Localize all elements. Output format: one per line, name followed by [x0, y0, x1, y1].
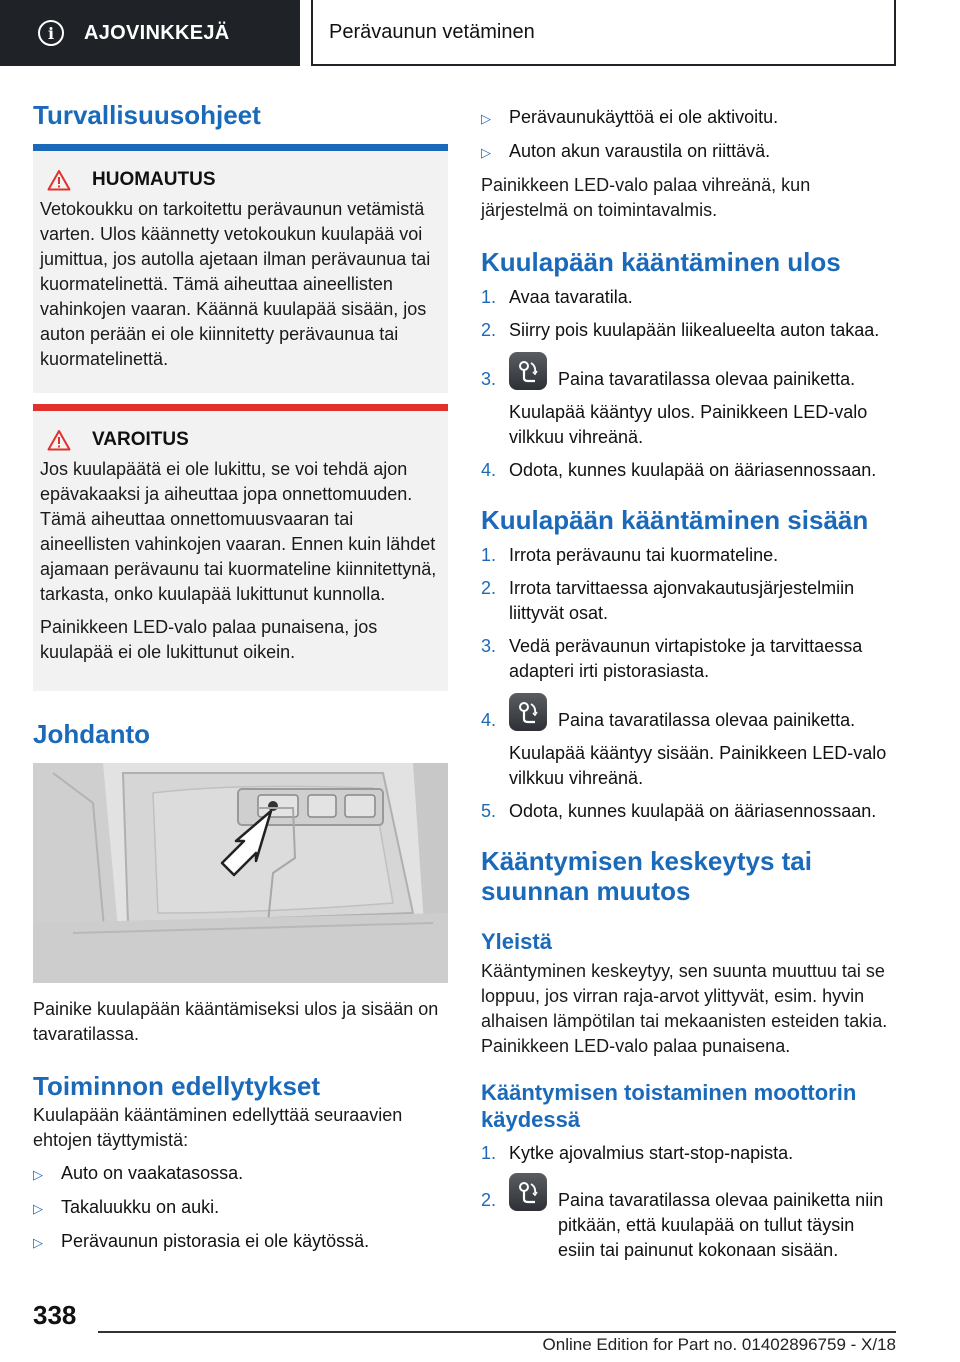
- turn-out-title: Kuulapään kääntäminen ulos: [481, 247, 841, 277]
- bullet-icon: ▷: [33, 1167, 43, 1182]
- footer-edition: Online Edition for Part no. 01402896759 - X/18: [542, 1335, 896, 1354]
- section-tab: [0, 0, 300, 66]
- notice-heading: [40, 169, 440, 191]
- left-column: [33, 100, 448, 1263]
- bullet-icon: ▷: [481, 111, 491, 126]
- step-item: 3. Paina tavaratilassa olevaa painiketta.: [481, 367, 896, 392]
- list-item: ▷ Takaluukku on auki.: [33, 1195, 448, 1221]
- step-item: 1. Kytke ajovalmius start-stop-napista.: [481, 1143, 794, 1163]
- step-item: 2. Irrota tarvittaessa ajonvakautusjärjestelmiin liittyvät osat.: [481, 578, 855, 623]
- general-text: Kääntyminen keskeytyy, sen suunta muuttuu tai se loppuu, jos virran raja-arvot ylittyvät, esim. hyvin alhaisen lämpötilan tai mekaanisten esteiden takia. Painikkeen LED-valo palaa punaisena.: [481, 961, 888, 1056]
- step-item: 3. Vedä perävaunun virtapistoke ja tarvittaessa adapteri irti pistorasiasta.: [481, 636, 863, 681]
- requirements-text: Kuulapään kääntäminen edellyttää seuraavien ehtojen täyttymistä:: [33, 1105, 403, 1150]
- notice-box: [33, 144, 448, 393]
- notice-label: HUOMAUTUS: [92, 169, 216, 190]
- step-item: 4. Odota, kunnes kuulapää on ääriasennossaan.: [481, 460, 877, 480]
- step-item: 2. Paina tavaratilassa olevaa painiketta niin pitkään, että kuulapää on tullut täysin esiin tai painunut kokonaan sisään.: [481, 1188, 896, 1263]
- step-item: 1. Irrota perävaunu tai kuormateline.: [481, 545, 779, 565]
- bullet-icon: ▷: [33, 1235, 43, 1250]
- notice-text: Vetokoukku on tarkoitettu perävaunun vetämistä varten. Ulos käännetty vetokoukun kuulapää voi jumittua, jos autolla ajetaan ilman perävaunua tai kuormatelinettä. Tämä aiheuttaa aineellisten vahinkojen vaaran. Käännä kuulapää sisään, jos auton perään ei ole kiinnitetty perävaunua tai kuormatelinettä.: [40, 199, 431, 369]
- step-item: 4. Paina tavaratilassa olevaa painiketta.: [481, 708, 896, 733]
- warning-triangle-icon: [47, 429, 71, 451]
- topic-label: Perävaunun vetäminen: [329, 20, 535, 43]
- turn-in-title: Kuulapään kääntäminen sisään: [481, 505, 869, 535]
- tow-hitch-button-icon: [509, 693, 547, 731]
- section-label: AJOVINKKEJÄ: [84, 21, 230, 44]
- trunk-button-photo: [33, 763, 448, 983]
- bullet-icon: ▷: [33, 1201, 43, 1216]
- safety-title: Turvallisuusohjeet: [33, 100, 261, 130]
- warning-text: Jos kuulapäätä ei ole lukittu, se voi tehdä ajon epävakaaksi ja aiheuttaa jopa onnettomuuden. Tämä aiheuttaa onnettomuusvaaran tai aineellisten vahinkojen vaaran. Ennen kuin lähdet ajamaan perävaunu tai kuormateline kiinnitettynä, tarkasta, onko kuulapää lukittunut kunnolla.: [40, 459, 437, 604]
- step-result: Kuulapää kääntyy sisään. Painikkeen LED-valo vilkkuu vihreänä.: [509, 743, 887, 788]
- list-item: ▷ Perävaunukäyttöä ei ole aktivoitu.: [481, 105, 896, 131]
- warning-heading: [40, 429, 440, 451]
- ready-text: Painikkeen LED-valo palaa vihreänä, kun järjestelmä on toimintavalmis.: [481, 175, 811, 220]
- tow-hitch-button-icon: [509, 352, 547, 390]
- topic-header: [311, 0, 896, 66]
- tow-hitch-button-icon: [509, 1173, 547, 1211]
- interrupt-title: Kääntymisen keskeytys tai suunnan muutos: [481, 846, 812, 906]
- page-number: 338: [33, 1300, 77, 1330]
- warning-label: VAROITUS: [92, 429, 189, 450]
- footer-divider: [98, 1331, 896, 1333]
- right-column: [481, 105, 896, 1271]
- step-item: 1. Avaa tavaratila.: [481, 287, 633, 307]
- requirements-title: Toiminnon edellytykset: [33, 1071, 321, 1101]
- repeat-title: Kääntymisen toistaminen moottorin käydessä: [481, 1080, 857, 1132]
- warning-box: [33, 404, 448, 691]
- photo-caption: Painike kuulapään kääntämiseksi ulos ja sisään on tavaratilassa.: [33, 999, 439, 1044]
- general-title: Yleistä: [481, 929, 552, 954]
- intro-title: Johdanto: [33, 719, 150, 749]
- bullet-icon: ▷: [481, 145, 491, 160]
- info-icon: i: [38, 20, 64, 46]
- step-item: 2. Siirry pois kuulapään liikealueelta auton takaa.: [481, 320, 880, 340]
- list-item: ▷ Perävaunun pistorasia ei ole käytössä.: [33, 1229, 448, 1255]
- step-result: Kuulapää kääntyy ulos. Painikkeen LED-valo vilkkuu vihreänä.: [509, 402, 868, 447]
- warning-triangle-icon: [47, 169, 71, 191]
- warning-led-text: Painikkeen LED-valo palaa punaisena, jos kuulapää ei ole lukittunut oikein.: [40, 617, 378, 662]
- step-item: 5. Odota, kunnes kuulapää on ääriasennossaan.: [481, 801, 877, 821]
- list-item: ▷ Auton akun varaustila on riittävä.: [481, 139, 896, 165]
- list-item: ▷ Auto on vaakatasossa.: [33, 1161, 448, 1187]
